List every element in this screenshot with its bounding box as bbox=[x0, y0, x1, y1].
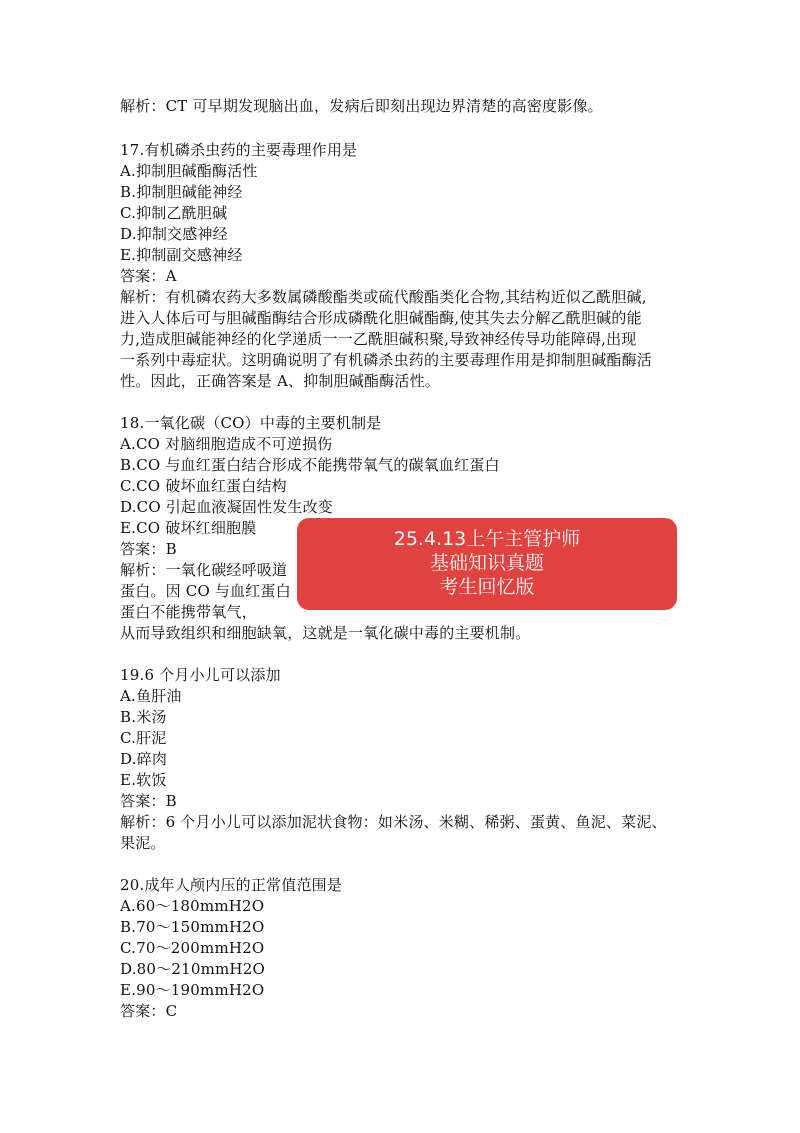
question-17-option-a: A.抑制胆碱酯酶活性 bbox=[120, 162, 258, 180]
question-17-explanation-line: 解析：有机磷农药大多数属磷酸酯类或硫代酸酯类化合物,其结构近似乙酰胆碱, bbox=[120, 288, 647, 306]
exam-title-banner bbox=[297, 518, 677, 610]
question-20-option-a: A.60～180mmH2O bbox=[120, 897, 265, 915]
question-18-answer: 答案：B bbox=[120, 540, 177, 558]
question-20-option-d: D.80～210mmH2O bbox=[120, 960, 265, 978]
question-19-option-d: D.碎肉 bbox=[120, 750, 168, 768]
question-19-option-a: A.鱼肝油 bbox=[120, 687, 182, 705]
question-18-option-b: B.CO 与血红蛋白结合形成不能携带氧气的碳氧血红蛋白 bbox=[120, 456, 500, 474]
question-20-answer: 答案：C bbox=[120, 1002, 178, 1020]
question-17-answer: 答案：A bbox=[120, 267, 177, 285]
banner-subtitle-line: 基础知识真题 bbox=[429, 552, 544, 574]
question-18-stem: 18.一氧化碳（CO）中毒的主要机制是 bbox=[120, 414, 382, 432]
question-17-option-e: E.抑制副交感神经 bbox=[120, 246, 243, 264]
question-20-option-b: B.70～150mmH2O bbox=[120, 918, 265, 936]
question-19-option-e: E.软饭 bbox=[120, 771, 167, 789]
question-17-option-b: B.抑制胆碱能神经 bbox=[120, 183, 243, 201]
question-20-option-c: C.70～200mmH2O bbox=[120, 939, 265, 957]
question-18-explanation-line: 解析：一氧化碳经呼吸道 bbox=[120, 561, 288, 579]
question-18-option-e: E.CO 破坏红细胞膜 bbox=[120, 519, 257, 537]
question-19-option-b: B.米汤 bbox=[120, 708, 167, 726]
question-17-explanation-line: 力,造成胆碱能神经的化学递质一一乙酰胆碱积聚,导致神经传导功能障碍,出现 bbox=[120, 330, 637, 348]
question-17-explanation-line: 进入人体后可与胆碱酯酶结合形成磷酰化胆碱酯酶,使其失去分解乙酰胆碱的能 bbox=[120, 309, 642, 327]
question-18-explanation-line: 蛋白不能携带氧气， bbox=[120, 603, 257, 621]
question-18-option-a: A.CO 对脑细胞造成不可逆损伤 bbox=[120, 435, 333, 453]
question-19-answer: 答案：B bbox=[120, 792, 177, 810]
question-17-explanation-line: 一系列中毒症状。这明确说明了有机磷杀虫药的主要毒理作用是抑制胆碱酯酶活 bbox=[120, 351, 653, 369]
question-17-option-d: D.抑制交感神经 bbox=[120, 225, 228, 243]
question-18-explanation-line: 蛋白。因 CO 与血红蛋白 bbox=[120, 582, 291, 600]
intro-explanation: 解析：CT 可早期发现脑出血，发病后即刻出现边界清楚的高密度影像。 bbox=[120, 97, 603, 115]
question-17-explanation-line: 性。因此，正确答案是 A、抑制胆碱酯酶活性。 bbox=[120, 372, 441, 390]
question-17-option-c: C.抑制乙酰胆碱 bbox=[120, 204, 228, 222]
question-18-option-c: C.CO 破坏血红蛋白结构 bbox=[120, 477, 287, 495]
question-20-option-e: E.90～190mmH2O bbox=[120, 981, 265, 999]
question-18-explanation-line: 从而导致组织和细胞缺氧，这就是一氧化碳中毒的主要机制。 bbox=[120, 624, 531, 642]
question-19-explanation-line: 果泥。 bbox=[120, 834, 166, 852]
question-19-explanation-line: 解析：6 个月小儿可以添加泥状食物：如米汤、米糊、稀粥、蛋黄、鱼泥、菜泥、 bbox=[120, 813, 667, 831]
question-18-option-d: D.CO 引起血液凝固性发生改变 bbox=[120, 498, 334, 516]
question-17-stem: 17.有机磷杀虫药的主要毒理作用是 bbox=[120, 141, 358, 159]
banner-title-line: 25.4.13上午主管护师 bbox=[393, 528, 581, 550]
banner-edition-line: 考生回忆版 bbox=[439, 576, 535, 598]
question-19-option-c: C.肝泥 bbox=[120, 729, 167, 747]
question-20-stem: 20.成年人颅内压的正常值范围是 bbox=[120, 876, 343, 894]
question-19-stem: 19.6 个月小儿可以添加 bbox=[120, 666, 281, 684]
